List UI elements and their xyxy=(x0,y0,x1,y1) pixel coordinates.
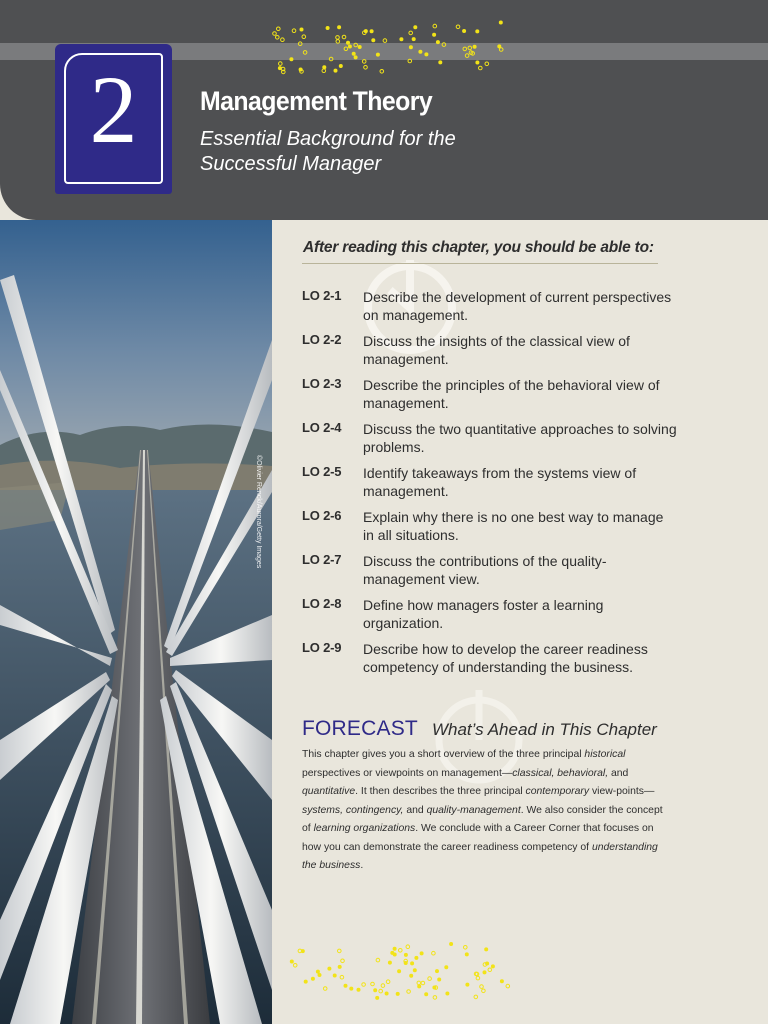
learning-objective-item xyxy=(302,288,682,332)
decorative-dot xyxy=(338,949,342,953)
decorative-dot xyxy=(420,951,424,955)
forecast-text: and xyxy=(608,767,629,779)
objective-code: LO 2-8 xyxy=(302,596,342,611)
learning-objective-item xyxy=(302,332,682,376)
learning-objective-item xyxy=(302,640,682,684)
decorative-dot xyxy=(456,25,460,29)
objective-text: Discuss the two quantitative approaches to solving problems. xyxy=(363,421,677,455)
forecast-text: . We conclude with a Career Corner that focuses on how you can demonstrate the career readiness competency of xyxy=(302,823,654,853)
chapter-title: Management Theory xyxy=(200,86,433,116)
decorative-dot xyxy=(412,37,416,41)
learning-objectives-list xyxy=(302,288,682,684)
decorative-dot xyxy=(463,47,467,51)
forecast-emphasis: quantitative xyxy=(302,786,356,797)
decorative-dot xyxy=(410,961,414,965)
decorative-dot xyxy=(302,35,306,39)
forecast-text: and xyxy=(403,804,427,816)
decorative-dot xyxy=(371,982,375,986)
decorative-dot xyxy=(281,38,285,42)
objective-code: LO 2-2 xyxy=(302,332,342,347)
decorative-dot xyxy=(326,26,330,30)
decorative-dot xyxy=(465,983,469,987)
decorative-dot xyxy=(336,36,340,40)
decorative-dot xyxy=(491,964,495,968)
decorative-dot xyxy=(468,46,472,50)
decorative-dot xyxy=(417,981,421,985)
decorative-dot xyxy=(303,51,307,55)
decorative-dot xyxy=(376,53,380,57)
objective-text: Describe the principles of the behavioral view of management. xyxy=(363,377,660,411)
decorative-dot xyxy=(362,60,366,64)
decorative-dot xyxy=(432,986,436,990)
decorative-dot xyxy=(311,977,315,981)
objective-text: Describe how to develop the career readiness competency of understanding the business. xyxy=(363,641,648,675)
decorative-dot xyxy=(409,974,413,978)
decorative-dot xyxy=(475,61,479,65)
decorative-dot xyxy=(381,984,385,988)
decorative-dot xyxy=(327,967,331,971)
decorative-dot xyxy=(483,970,487,974)
decorative-dot xyxy=(438,60,442,64)
decorative-dot xyxy=(482,989,486,993)
learning-objective-item xyxy=(302,464,682,508)
decorative-dot xyxy=(346,41,350,45)
decorative-dot xyxy=(433,996,437,1000)
decorative-dot xyxy=(499,21,503,25)
forecast-emphasis: learning organizations xyxy=(313,823,416,834)
decorative-dot xyxy=(437,978,441,982)
decorative-dot xyxy=(417,984,421,988)
learning-objective-item xyxy=(302,376,682,420)
objective-text: Identify takeaways from the systems view of management. xyxy=(363,465,637,499)
chapter-number-badge xyxy=(55,44,172,194)
decorative-dot xyxy=(279,62,283,66)
decorative-dots-top xyxy=(270,18,510,76)
chapter-number: 2 xyxy=(89,56,138,163)
decorative-dots-bottom xyxy=(284,936,514,1002)
decorative-dot xyxy=(473,45,477,49)
decorative-dot xyxy=(379,989,383,993)
forecast-emphasis: contemporary xyxy=(525,786,590,797)
decorative-dot xyxy=(273,32,277,36)
decorative-dot xyxy=(413,968,417,972)
decorative-dot xyxy=(424,992,428,996)
learning-objective-item xyxy=(302,508,682,552)
decorative-dot xyxy=(433,24,437,28)
decorative-dot xyxy=(362,983,366,987)
forecast-tagline: What’s Ahead in This Chapter xyxy=(431,720,657,739)
decorative-dot xyxy=(338,965,342,969)
forecast-text: . xyxy=(360,860,364,871)
objective-code: LO 2-4 xyxy=(302,420,342,435)
decorative-dot xyxy=(344,984,348,988)
objective-text: Describe the development of current perspectives on management. xyxy=(363,289,672,323)
decorative-dot xyxy=(407,990,411,994)
decorative-dot xyxy=(479,66,483,70)
learning-objective-item xyxy=(302,420,682,464)
decorative-dot xyxy=(370,29,374,33)
decorative-dot xyxy=(300,28,304,32)
decorative-dot xyxy=(383,39,387,43)
decorative-dot xyxy=(435,969,439,973)
decorative-dot xyxy=(445,992,449,996)
decorative-dot xyxy=(340,975,344,979)
decorative-dot xyxy=(380,70,384,74)
decorative-dot xyxy=(341,959,345,963)
decorative-dot xyxy=(344,47,348,51)
decorative-dot xyxy=(436,40,440,44)
forecast-text: This chapter gives you a short overview of the three principal xyxy=(302,749,585,760)
decorative-dot xyxy=(373,988,377,992)
decorative-dot xyxy=(432,33,436,37)
forecast-text: view-points— xyxy=(589,786,655,797)
decorative-dot xyxy=(334,69,338,73)
decorative-dot xyxy=(329,57,333,61)
learning-objective-item xyxy=(302,596,682,640)
decorative-dot xyxy=(476,976,480,980)
decorative-dot xyxy=(424,52,428,56)
decorative-dot xyxy=(399,37,403,41)
decorative-dot xyxy=(293,964,297,968)
decorative-dot xyxy=(409,31,413,35)
decorative-dot xyxy=(465,952,469,956)
decorative-dot xyxy=(298,42,302,46)
objective-code: LO 2-6 xyxy=(302,508,342,523)
decorative-dot xyxy=(375,996,379,1000)
decorative-dot xyxy=(349,987,353,991)
forecast-emphasis: quality-management xyxy=(426,804,521,816)
decorative-dot xyxy=(333,974,337,978)
decorative-dot xyxy=(316,970,320,974)
objective-code: LO 2-9 xyxy=(302,640,342,655)
decorative-dot xyxy=(396,992,400,996)
objective-text: Discuss the contributions of the quality-management view. xyxy=(363,553,607,587)
decorative-dot xyxy=(318,973,322,977)
decorative-dot xyxy=(385,992,389,996)
objective-text: Explain why there is no one best way to manage in all situations. xyxy=(363,509,664,543)
forecast-label: FORECAST xyxy=(302,717,418,740)
objective-code: LO 2-3 xyxy=(302,376,342,391)
decorative-dot xyxy=(414,956,418,960)
decorative-dot xyxy=(371,38,375,42)
forecast-header xyxy=(302,717,657,741)
objective-text: Discuss the insights of the classical view of management. xyxy=(363,333,630,367)
decorative-dot xyxy=(290,960,294,964)
decorative-dot xyxy=(397,969,401,973)
decorative-dot xyxy=(442,43,446,47)
decorative-dot xyxy=(444,965,448,969)
decorative-dot xyxy=(406,945,410,949)
decorative-dot xyxy=(323,987,327,991)
decorative-dot xyxy=(474,995,478,999)
decorative-dot xyxy=(386,980,390,984)
decorative-dot xyxy=(342,35,346,39)
bridge-photo xyxy=(0,220,272,1024)
decorative-dot xyxy=(413,25,417,29)
decorative-dot xyxy=(364,66,368,70)
decorative-dot xyxy=(408,59,412,63)
decorative-dot xyxy=(304,980,308,984)
decorative-dot xyxy=(277,27,281,31)
decorative-dot xyxy=(464,946,468,950)
photo-credit: ©Olivier Renck/Aurora/Getty Images xyxy=(255,455,262,569)
learning-objective-item xyxy=(302,552,682,596)
decorative-dot xyxy=(465,54,469,58)
decorative-dot xyxy=(500,979,504,983)
decorative-dot xyxy=(409,45,413,49)
decorative-dot xyxy=(376,958,380,962)
decorative-dot xyxy=(336,40,340,44)
decorative-dot xyxy=(399,949,403,953)
decorative-dot xyxy=(354,55,358,59)
decorative-dot xyxy=(428,977,432,981)
decorative-dot xyxy=(404,953,408,957)
decorative-dot xyxy=(432,951,436,955)
decorative-dot xyxy=(475,29,479,33)
decorative-dot xyxy=(354,43,358,47)
objectives-heading: After reading this chapter, you should be able to: xyxy=(303,239,654,256)
objective-code: LO 2-1 xyxy=(302,288,342,303)
decorative-dot xyxy=(339,64,343,68)
objective-code: LO 2-7 xyxy=(302,552,342,567)
forecast-emphasis: historical xyxy=(584,749,626,760)
forecast-text: . We also consider the concept of xyxy=(302,804,663,834)
decorative-dot xyxy=(418,50,422,54)
objective-text: Define how managers foster a learning organization. xyxy=(363,597,604,631)
decorative-dot xyxy=(299,68,303,72)
decorative-dot xyxy=(276,36,280,40)
decorative-dot xyxy=(292,29,296,33)
forecast-paragraph xyxy=(302,746,670,876)
decorative-dot xyxy=(348,45,352,49)
decorative-dot xyxy=(484,947,488,951)
decorative-dot xyxy=(485,62,489,66)
objectives-divider xyxy=(302,263,658,264)
forecast-emphasis: classical, behavioral, xyxy=(512,767,609,779)
decorative-dot xyxy=(499,48,503,52)
decorative-dot xyxy=(488,968,492,972)
decorative-dot xyxy=(421,981,425,985)
objective-code: LO 2-5 xyxy=(302,464,342,479)
chapter-subtitle: Essential Background for the Successful Manager xyxy=(200,128,456,175)
forecast-text: . It then describes the three principal xyxy=(355,786,526,797)
decorative-dot xyxy=(337,25,341,29)
decorative-dot xyxy=(278,66,282,70)
forecast-text: perspectives or viewpoints on management— xyxy=(302,767,513,779)
decorative-dot xyxy=(449,942,453,946)
decorative-dot xyxy=(388,961,392,965)
decorative-dot xyxy=(352,52,356,56)
decorative-dot xyxy=(390,951,394,955)
forecast-emphasis: systems, contingency, xyxy=(302,804,404,816)
decorative-dot xyxy=(289,57,293,61)
decorative-dot xyxy=(506,984,510,988)
decorative-dot xyxy=(358,45,362,49)
decorative-dot xyxy=(322,69,326,73)
decorative-dot xyxy=(357,988,361,992)
forecast-emphasis: understanding the business xyxy=(302,841,658,871)
decorative-dot xyxy=(462,29,466,33)
decorative-dot xyxy=(480,985,484,989)
decorative-dot xyxy=(393,947,397,951)
